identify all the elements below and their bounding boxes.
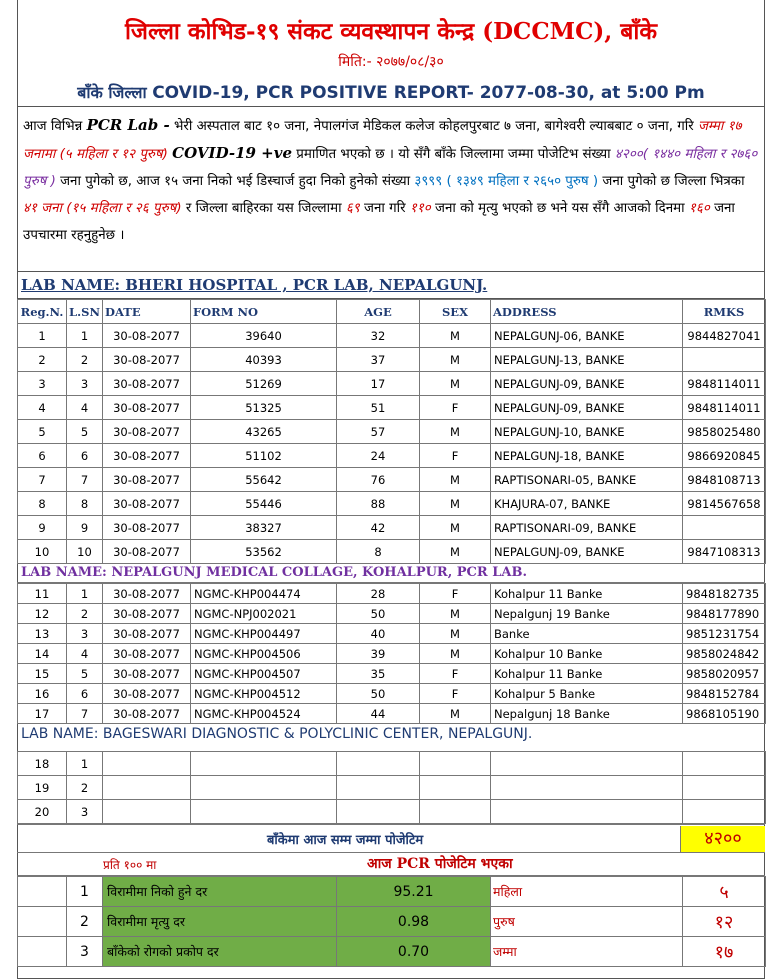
cell-date: 30-08-2077 bbox=[103, 468, 191, 492]
cell-address: NEPALGUNJ-13, BANKE bbox=[491, 348, 683, 372]
cell-age: 32 bbox=[337, 324, 420, 348]
lab-name-ngmc: LAB NAME: NEPALGUNJ MEDICAL COLLAGE, KOHALPUR, PCR LAB. bbox=[17, 563, 765, 583]
cell-date: 30-08-2077 bbox=[103, 324, 191, 348]
cell-regn: 9 bbox=[18, 516, 67, 540]
cell-empty bbox=[491, 800, 683, 824]
col-header-age: AGE bbox=[337, 300, 420, 324]
table-row bbox=[18, 704, 766, 724]
cell-address: NEPALGUNJ-06, BANKE bbox=[491, 324, 683, 348]
cell-rmks: 9858020957 bbox=[683, 664, 766, 684]
cell-address: Kohalpur 11 Banke bbox=[491, 584, 683, 604]
table-row bbox=[18, 540, 766, 564]
cell-form-no: NGMC-KHP004506 bbox=[191, 644, 337, 664]
table-row bbox=[18, 584, 766, 604]
cell-sex: F bbox=[420, 684, 491, 704]
cell-rmks: 9844827041 bbox=[683, 324, 766, 348]
summary-covid: COVID-19 +ve bbox=[172, 144, 293, 162]
table-row bbox=[18, 468, 766, 492]
report-title: COVID-19, PCR POSITIVE REPORT- 2077-08-30, at 5:00 Pm bbox=[152, 83, 705, 103]
cell-rmks: 9814567658 bbox=[683, 492, 766, 516]
cell-age: 28 bbox=[337, 584, 420, 604]
gender-label: महिला bbox=[491, 877, 683, 907]
summary-today-total: जम्मा १७ जनामा (५ महिला र १२ पुरुष) bbox=[23, 119, 742, 162]
cell-form-no: 40393 bbox=[191, 348, 337, 372]
cell-address: Nepalgunj 18 Banke bbox=[491, 704, 683, 724]
cell-regn: 15 bbox=[18, 664, 67, 684]
cell-rmks: 9848108713 bbox=[683, 468, 766, 492]
cell-lsn: 9 bbox=[67, 516, 103, 540]
cell-address: Kohalpur 5 Banke bbox=[491, 684, 683, 704]
cell-rmks: 9866920845 bbox=[683, 444, 766, 468]
cell-empty bbox=[103, 800, 191, 824]
table-row bbox=[18, 372, 766, 396]
cell-form-no: 55446 bbox=[191, 492, 337, 516]
per-hundred-label: प्रति १०० मा bbox=[103, 858, 157, 872]
table-header-row bbox=[18, 300, 766, 324]
cell-age: 44 bbox=[337, 704, 420, 724]
cell-date: 30-08-2077 bbox=[103, 704, 191, 724]
rate-label: विरामीमा निको हुने दर bbox=[103, 877, 337, 907]
cell-address: NEPALGUNJ-09, BANKE bbox=[491, 540, 683, 564]
cell-lsn: 2 bbox=[67, 348, 103, 372]
cell-date: 30-08-2077 bbox=[103, 624, 191, 644]
cell-date: 30-08-2077 bbox=[103, 604, 191, 624]
cell-empty bbox=[191, 800, 337, 824]
cell-rmks: 9851231754 bbox=[683, 624, 766, 644]
cell-age: 40 bbox=[337, 624, 420, 644]
cell-regn: 2 bbox=[18, 348, 67, 372]
cell-age: 42 bbox=[337, 516, 420, 540]
cell-age: 88 bbox=[337, 492, 420, 516]
cell-age: 50 bbox=[337, 604, 420, 624]
cell-regn: 16 bbox=[18, 684, 67, 704]
cell-form-no: 38327 bbox=[191, 516, 337, 540]
summary-paragraph bbox=[17, 106, 765, 272]
cell-regn: 20 bbox=[18, 800, 67, 824]
table-row bbox=[18, 444, 766, 468]
cell-empty bbox=[191, 752, 337, 776]
rate-number: 1 bbox=[67, 877, 103, 907]
cell-lsn: 1 bbox=[67, 324, 103, 348]
cell-form-no: 51102 bbox=[191, 444, 337, 468]
cell-sex: M bbox=[420, 324, 491, 348]
cell-empty bbox=[491, 752, 683, 776]
cell-sex: F bbox=[420, 396, 491, 420]
cell-date: 30-08-2077 bbox=[103, 516, 191, 540]
gender-value: १२ bbox=[683, 907, 766, 937]
today-positive-label bbox=[367, 854, 513, 873]
rate-number: 2 bbox=[67, 907, 103, 937]
rate-row bbox=[18, 937, 766, 967]
summary-total-positive: ४२००( १४४० महिला र २७६० पुरुष ) bbox=[23, 147, 758, 189]
total-positive-label: बाँकेमा आज सम्म जम्मा पोजेटिम bbox=[267, 833, 424, 848]
cell-lsn: 5 bbox=[67, 420, 103, 444]
cell-age: 39 bbox=[337, 644, 420, 664]
cell-regn: 14 bbox=[18, 644, 67, 664]
cell-lsn: 1 bbox=[67, 584, 103, 604]
rate-number: 3 bbox=[67, 937, 103, 967]
cell-address: KHAJURA-07, BANKE bbox=[491, 492, 683, 516]
cell-lsn: 3 bbox=[67, 800, 103, 824]
cell-age: 17 bbox=[337, 372, 420, 396]
table-row bbox=[18, 644, 766, 664]
rate-row bbox=[18, 877, 766, 907]
cell-date: 30-08-2077 bbox=[103, 420, 191, 444]
cell-age: 51 bbox=[337, 396, 420, 420]
table-row bbox=[18, 396, 766, 420]
cell-sex: M bbox=[420, 372, 491, 396]
cell-regn: 8 bbox=[18, 492, 67, 516]
cell-lsn: 10 bbox=[67, 540, 103, 564]
cell-address: Kohalpur 10 Banke bbox=[491, 644, 683, 664]
cell-sex: M bbox=[420, 516, 491, 540]
cell-sex: F bbox=[420, 664, 491, 684]
cell-sex: F bbox=[420, 444, 491, 468]
cell-empty bbox=[337, 800, 420, 824]
table-row bbox=[18, 420, 766, 444]
cell-rmks: 9848114011 bbox=[683, 396, 766, 420]
cell-rmks: 9858024842 bbox=[683, 644, 766, 664]
cell-address: Nepalgunj 19 Banke bbox=[491, 604, 683, 624]
today-suffix: पोजेटिम भएका bbox=[434, 856, 513, 872]
ngmc-table bbox=[17, 583, 766, 724]
cell-lsn: 2 bbox=[67, 776, 103, 800]
cell-date: 30-08-2077 bbox=[103, 684, 191, 704]
table-row bbox=[18, 664, 766, 684]
cell-address: NEPALGUNJ-18, BANKE bbox=[491, 444, 683, 468]
cell-age: 35 bbox=[337, 664, 420, 684]
cell-lsn: 3 bbox=[67, 372, 103, 396]
table-row bbox=[18, 604, 766, 624]
cell-form-no: 39640 bbox=[191, 324, 337, 348]
table-row bbox=[18, 348, 766, 372]
cell-date: 30-08-2077 bbox=[103, 540, 191, 564]
cell-regn: 7 bbox=[18, 468, 67, 492]
cell-form-no: NGMC-KHP004507 bbox=[191, 664, 337, 684]
page-title: जिल्ला कोभिड-१९ संकट व्यवस्थापन केन्द्र (DCCMC), बाँके bbox=[124, 18, 658, 45]
cell-date: 30-08-2077 bbox=[103, 644, 191, 664]
col-header-sex: SEX bbox=[420, 300, 491, 324]
cell-lsn: 4 bbox=[67, 644, 103, 664]
col-header-lsn: L.SN bbox=[67, 300, 103, 324]
table-row bbox=[18, 624, 766, 644]
summary-deaths-inside: ४१ जना (१५ महिला र २६ पुरुष) bbox=[23, 201, 182, 216]
summary-text: र जिल्ला बाहिरका यस जिल्लामा bbox=[185, 201, 342, 216]
cell-address: NEPALGUNJ-09, BANKE bbox=[491, 396, 683, 420]
cell-empty bbox=[420, 752, 491, 776]
total-positive-value: ४२०० bbox=[680, 826, 765, 852]
cell-age: 76 bbox=[337, 468, 420, 492]
report-prefix: बाँके जिल्ला bbox=[77, 83, 147, 102]
rate-value: 0.70 bbox=[337, 937, 491, 967]
cell-rmks: 9848152784 bbox=[683, 684, 766, 704]
cell-empty bbox=[337, 752, 420, 776]
cell-empty bbox=[103, 752, 191, 776]
rates-header-row bbox=[17, 853, 765, 876]
table-row bbox=[18, 776, 766, 800]
table-row bbox=[18, 516, 766, 540]
cell-date: 30-08-2077 bbox=[103, 584, 191, 604]
summary-text: जना पुगेको छ, आज १५ जना निको भई डिस्चार्ज हुदा निको हुनेको संख्या bbox=[60, 174, 411, 189]
cell-address: NEPALGUNJ-10, BANKE bbox=[491, 420, 683, 444]
lab-name-bageswari: LAB NAME: BAGESWARI DIAGNOSTIC & POLYCLINIC CENTER, NEPALGUNJ. bbox=[21, 726, 533, 742]
cell-date: 30-08-2077 bbox=[103, 664, 191, 684]
cell-empty bbox=[683, 800, 766, 824]
cell-rmks: 9868105190 bbox=[683, 704, 766, 724]
cell-form-no: 55642 bbox=[191, 468, 337, 492]
cell-regn: 18 bbox=[18, 752, 67, 776]
cell-lsn: 4 bbox=[67, 396, 103, 420]
cell-lsn: 8 bbox=[67, 492, 103, 516]
cell-empty bbox=[683, 752, 766, 776]
cell-age: 37 bbox=[337, 348, 420, 372]
cell-form-no: 51269 bbox=[191, 372, 337, 396]
bheri-table bbox=[17, 299, 766, 564]
cell-empty bbox=[103, 776, 191, 800]
cell-regn: 19 bbox=[18, 776, 67, 800]
cell-lsn: 3 bbox=[67, 624, 103, 644]
cell-sex: M bbox=[420, 624, 491, 644]
cell-empty bbox=[18, 877, 67, 907]
cell-address: Banke bbox=[491, 624, 683, 644]
report-subtitle bbox=[17, 81, 765, 103]
table-row bbox=[18, 492, 766, 516]
cell-sex: M bbox=[420, 644, 491, 664]
cell-form-no: NGMC-NPJ002021 bbox=[191, 604, 337, 624]
col-header-form: FORM NO bbox=[191, 300, 337, 324]
cell-lsn: 1 bbox=[67, 752, 103, 776]
cell-form-no: NGMC-KHP004512 bbox=[191, 684, 337, 704]
gender-value: १७ bbox=[683, 937, 766, 967]
table-row bbox=[18, 684, 766, 704]
today-pcr: PCR bbox=[396, 856, 430, 872]
table-row bbox=[18, 324, 766, 348]
cell-regn: 10 bbox=[18, 540, 67, 564]
cell-date: 30-08-2077 bbox=[103, 444, 191, 468]
cell-form-no: NGMC-KHP004474 bbox=[191, 584, 337, 604]
summary-text: प्रमाणित भएको छ । यो सँगै बाँके जिल्लामा जम्मा पोजेटिभ संख्या bbox=[296, 147, 611, 162]
table-row bbox=[18, 800, 766, 824]
bageswari-table bbox=[17, 751, 766, 824]
cell-regn: 5 bbox=[18, 420, 67, 444]
cell-age: 50 bbox=[337, 684, 420, 704]
cell-rmks: 9848182735 bbox=[683, 584, 766, 604]
summary-deaths-total: ११० bbox=[409, 201, 431, 216]
rate-value: 0.98 bbox=[337, 907, 491, 937]
cell-date: 30-08-2077 bbox=[103, 372, 191, 396]
col-header-regn: Reg.N. bbox=[18, 300, 67, 324]
cell-date: 30-08-2077 bbox=[103, 492, 191, 516]
cell-regn: 11 bbox=[18, 584, 67, 604]
cell-form-no: NGMC-KHP004497 bbox=[191, 624, 337, 644]
cell-rmks bbox=[683, 348, 766, 372]
report-date: मिति:- २०७७/०८/३० bbox=[338, 54, 444, 70]
cell-empty bbox=[191, 776, 337, 800]
cell-empty bbox=[18, 907, 67, 937]
cell-sex: M bbox=[420, 604, 491, 624]
cell-empty bbox=[491, 776, 683, 800]
cell-lsn: 2 bbox=[67, 604, 103, 624]
rate-value: 95.21 bbox=[337, 877, 491, 907]
cell-address: NEPALGUNJ-09, BANKE bbox=[491, 372, 683, 396]
gender-label: पुरुष bbox=[491, 907, 683, 937]
summary-deaths-outside: ६९ bbox=[345, 201, 360, 216]
cell-form-no: 43265 bbox=[191, 420, 337, 444]
lab-name-bheri: LAB NAME: BHERI HOSPITAL , PCR LAB, NEPALGUNJ. bbox=[17, 273, 765, 299]
cell-sex: M bbox=[420, 468, 491, 492]
cell-date: 30-08-2077 bbox=[103, 396, 191, 420]
summary-text: जना उपचारमा रहनुहुनेछ । bbox=[23, 201, 735, 243]
cell-lsn: 5 bbox=[67, 664, 103, 684]
cell-age: 57 bbox=[337, 420, 420, 444]
cell-empty bbox=[420, 776, 491, 800]
col-header-address: ADDRESS bbox=[491, 300, 683, 324]
cell-lsn: 6 bbox=[67, 444, 103, 468]
cell-rmks: 9847108313 bbox=[683, 540, 766, 564]
cell-lsn: 7 bbox=[67, 704, 103, 724]
today-prefix: आज bbox=[367, 856, 392, 872]
cell-sex: M bbox=[420, 348, 491, 372]
cell-regn: 3 bbox=[18, 372, 67, 396]
cell-regn: 12 bbox=[18, 604, 67, 624]
gender-label: जम्मा bbox=[491, 937, 683, 967]
col-header-date: DATE bbox=[103, 300, 191, 324]
summary-active: १६० bbox=[688, 201, 710, 216]
cell-regn: 13 bbox=[18, 624, 67, 644]
cell-sex: M bbox=[420, 540, 491, 564]
col-header-rmks: RMKS bbox=[683, 300, 766, 324]
cell-rmks bbox=[683, 516, 766, 540]
cell-sex: M bbox=[420, 492, 491, 516]
summary-pcr-lab: PCR Lab - bbox=[86, 116, 170, 134]
cell-regn: 6 bbox=[18, 444, 67, 468]
summary-text: जना गरि bbox=[364, 201, 406, 216]
cell-form-no: 51325 bbox=[191, 396, 337, 420]
cell-address: Kohalpur 11 Banke bbox=[491, 664, 683, 684]
cell-regn: 17 bbox=[18, 704, 67, 724]
table-row bbox=[18, 752, 766, 776]
cell-date: 30-08-2077 bbox=[103, 348, 191, 372]
cell-rmks: 9858025480 bbox=[683, 420, 766, 444]
summary-text: आज विभिन्न bbox=[23, 119, 83, 134]
cell-rmks: 9848177890 bbox=[683, 604, 766, 624]
cell-address: RAPTISONARI-09, BANKE bbox=[491, 516, 683, 540]
cell-lsn: 6 bbox=[67, 684, 103, 704]
summary-text: जना पुगेको छ जिल्ला भित्रका bbox=[602, 174, 745, 189]
rate-label: बाँकेको रोगको प्रकोप दर bbox=[103, 937, 337, 967]
rate-label: विरामीमा मृत्यु दर bbox=[103, 907, 337, 937]
cell-age: 24 bbox=[337, 444, 420, 468]
cell-rmks: 9848114011 bbox=[683, 372, 766, 396]
cell-address: RAPTISONARI-05, BANKE bbox=[491, 468, 683, 492]
cell-sex: F bbox=[420, 584, 491, 604]
cell-empty bbox=[18, 937, 67, 967]
cell-empty bbox=[683, 776, 766, 800]
cell-form-no: 53562 bbox=[191, 540, 337, 564]
summary-text: जना को मृत्यु भएको छ भने यस सँगै आजको दिनमा bbox=[435, 201, 685, 216]
cell-sex: M bbox=[420, 704, 491, 724]
cell-lsn: 7 bbox=[67, 468, 103, 492]
summary-text: भेरी अस्पताल बाट १० जना, नेपालगंज मेडिकल कलेज कोहलपुरबाट ७ जना, बागेश्वरी ल्याबबाट ० जना, गरि bbox=[173, 119, 694, 134]
cell-regn: 4 bbox=[18, 396, 67, 420]
cell-empty bbox=[337, 776, 420, 800]
cell-regn: 1 bbox=[18, 324, 67, 348]
cell-age: 8 bbox=[337, 540, 420, 564]
rate-row bbox=[18, 907, 766, 937]
rates-table bbox=[17, 876, 766, 967]
cell-form-no: NGMC-KHP004524 bbox=[191, 704, 337, 724]
total-positive-row bbox=[17, 824, 765, 853]
cell-sex: M bbox=[420, 420, 491, 444]
summary-recovered: ३९९९ ( १३४९ महिला र २६५० पुरुष ) bbox=[414, 174, 599, 189]
cell-empty bbox=[420, 800, 491, 824]
gender-value: ५ bbox=[683, 877, 766, 907]
